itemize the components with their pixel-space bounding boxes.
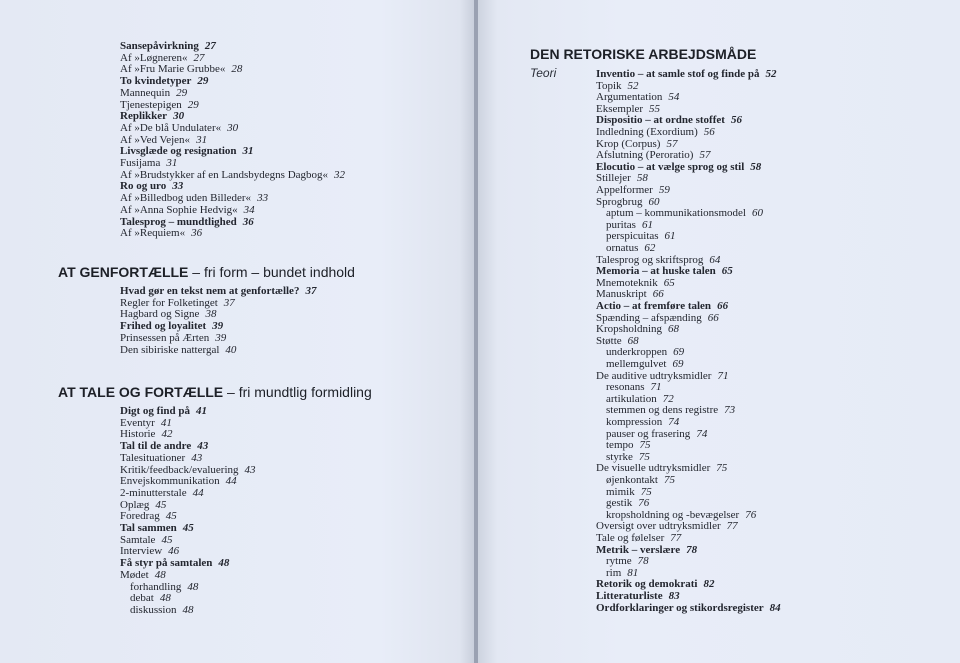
toc-entry-page-number: 73	[724, 404, 736, 417]
toc-entry-title: Spænding – afspænding	[596, 311, 702, 324]
toc-entry	[596, 265, 733, 277]
toc-entry-title: Af »Løgneren«	[120, 51, 188, 64]
toc-entry-title: Sprogbrug	[596, 195, 643, 208]
toc-entry-page-number: 56	[730, 114, 742, 127]
toc-entry-page-number: 43	[244, 463, 256, 476]
toc-entry-page-number: 38	[205, 308, 217, 321]
toc-entry	[120, 569, 166, 581]
toc-entry-title: ornatus	[606, 242, 639, 254]
toc-entry-title: Afslutning (Peroratio)	[596, 149, 694, 162]
toc-entry	[596, 544, 697, 556]
toc-entry-page-number: 75	[638, 450, 650, 463]
toc-entry-page-number: 27	[204, 40, 216, 52]
section-heading-tale	[58, 384, 372, 400]
toc-entry	[120, 169, 345, 181]
toc-entry-title: Den sibiriske nattergal	[120, 343, 220, 356]
toc-entry	[596, 126, 715, 138]
toc-entry-title: De auditive udtryksmidler	[596, 369, 712, 382]
toc-entry	[596, 80, 639, 92]
toc-entry-title: forhandling	[130, 580, 182, 593]
toc-entry	[596, 335, 639, 347]
toc-entry-title: mellemgulvet	[606, 358, 667, 370]
toc-entry-title: Interview	[120, 545, 163, 558]
toc-entry	[606, 509, 756, 521]
toc-entry	[120, 75, 208, 87]
toc-entry-title: Eksempler	[596, 102, 644, 115]
toc-entry-title: pauser og frasering	[606, 427, 691, 440]
toc-entry-title: underkroppen	[606, 346, 668, 359]
heading-main: AT GENFORTÆLLE	[58, 264, 189, 280]
toc-entry	[130, 592, 171, 604]
toc-entry-title: De visuelle udtryksmidler	[596, 462, 711, 475]
toc-entry	[596, 254, 720, 266]
toc-entry	[120, 180, 183, 192]
toc-entry	[120, 440, 208, 452]
toc-entry-title: Eventyr	[120, 416, 155, 429]
toc-entry	[596, 172, 648, 184]
toc-entry-title: Kropsholdning	[596, 323, 662, 336]
toc-entry-page-number: 43	[191, 451, 203, 464]
toc-entry-page-number: 60	[648, 195, 660, 208]
toc-entry-title: rytme	[606, 555, 632, 568]
toc-entry	[120, 522, 194, 534]
toc-entry	[606, 416, 679, 428]
toc-entry-page-number: 83	[668, 590, 680, 602]
toc-entry-page-number: 58	[750, 160, 762, 173]
toc-entry-page-number: 69	[673, 346, 685, 359]
toc-entry-title: Mødet	[120, 568, 149, 581]
toc-entry-page-number: 34	[243, 203, 255, 216]
toc-entry	[606, 439, 651, 451]
toc-entry-page-number: 30	[227, 121, 239, 134]
toc-entry-page-number: 33	[257, 192, 269, 205]
toc-entry	[120, 332, 226, 344]
toc-entry	[606, 230, 676, 242]
toc-entry-title: kropsholdning og -bevægelser	[606, 508, 740, 521]
toc-entry	[120, 216, 254, 228]
toc-entry	[120, 487, 204, 499]
toc-entry-page-number: 69	[672, 358, 684, 370]
toc-entry	[120, 499, 166, 511]
toc-entry	[596, 520, 738, 532]
toc-entry-page-number: 44	[225, 475, 237, 488]
toc-entry-page-number: 52	[765, 68, 777, 80]
toc-entry-page-number: 60	[751, 207, 763, 220]
toc-entry	[120, 134, 207, 146]
toc-entry-page-number: 37	[223, 296, 235, 309]
heading-sub: – fri form – bundet indhold	[188, 264, 355, 280]
toc-entry-page-number: 42	[161, 428, 173, 441]
toc-entry-page-number: 68	[668, 323, 679, 336]
toc-entry-page-number: 39	[212, 320, 224, 333]
toc-entry-title: aptum – kommunikationsmodel	[606, 207, 746, 220]
toc-entry	[120, 110, 184, 122]
toc-entry-title: Tjenestepigen	[120, 98, 182, 111]
toc-entry	[120, 87, 187, 99]
heading-main: DEN RETORISKE ARBEJDSMÅDE	[530, 46, 757, 62]
toc-entry-title: Af »Ved Vejen«	[120, 133, 191, 146]
toc-entry-page-number: 81	[627, 566, 639, 579]
toc-entry	[606, 219, 653, 231]
toc-entry-title: Kritik/feedback/evaluering	[120, 463, 239, 476]
toc-entry	[606, 346, 684, 358]
toc-entry-title: Tal sammen	[120, 522, 177, 534]
toc-entry	[120, 557, 229, 569]
toc-entry-title: Metrik – verslære	[596, 543, 681, 556]
toc-entry-page-number: 31	[166, 157, 178, 169]
toc-entry	[606, 404, 735, 416]
toc-entry-page-number: 71	[650, 381, 662, 394]
toc-entry-title: Få styr på samtalen	[120, 557, 213, 570]
toc-entry	[596, 161, 761, 173]
toc-entry-page-number: 66	[717, 300, 729, 312]
toc-entry-title: Ro og uro	[120, 180, 167, 193]
toc-entry	[606, 567, 638, 579]
section-heading-genfortaelle	[58, 264, 355, 280]
toc-entry	[606, 381, 662, 393]
toc-entry-title: resonans	[606, 381, 645, 394]
toc-entry-title: Historie	[120, 428, 156, 441]
toc-entry-title: Topik	[596, 79, 622, 92]
toc-entry-page-number: 76	[745, 508, 757, 521]
toc-entry	[120, 417, 172, 429]
toc-entry-title: Envejskommunikation	[120, 475, 220, 488]
toc-entry-title: Af »De blå Undulater«	[120, 121, 222, 134]
toc-entry-page-number: 52	[627, 79, 639, 92]
toc-entry-page-number: 74	[696, 427, 708, 440]
toc-entry-title: Argumentation	[596, 91, 663, 104]
toc-entry-title: stemmen og dens registre	[606, 404, 719, 417]
toc-entry	[120, 157, 177, 169]
toc-entry-page-number: 33	[172, 180, 184, 193]
toc-entry	[120, 145, 254, 157]
toc-entry-page-number: 71	[717, 369, 729, 382]
toc-entry-page-number: 78	[637, 555, 649, 568]
toc-entry-title: Mannequin	[120, 86, 171, 99]
toc-entry-title: mimik	[606, 485, 635, 498]
toc-entry	[120, 545, 179, 557]
toc-entry	[606, 242, 655, 254]
toc-entry-page-number: 46	[168, 545, 180, 558]
toc-entry	[120, 405, 207, 417]
toc-entry	[596, 590, 680, 602]
toc-entry-title: Manuskript	[596, 288, 647, 301]
toc-entry	[130, 604, 193, 616]
toc-entry-title: Replikker	[120, 110, 168, 123]
toc-entry-page-number: 57	[666, 137, 678, 150]
toc-entry-title: perspicuitas	[606, 230, 659, 243]
toc-entry-page-number: 56	[703, 126, 715, 138]
toc-entry-page-number: 55	[649, 102, 661, 115]
toc-entry-title: Litteraturliste	[596, 590, 663, 602]
heading-main: AT TALE OG FORTÆLLE	[58, 384, 224, 400]
toc-entry-title: Dispositio – at ordne stoffet	[596, 114, 725, 127]
toc-entry-title: Ordforklaringer og stikordsregister	[596, 601, 764, 614]
toc-entry-page-number: 32	[334, 168, 346, 181]
toc-entry	[596, 277, 675, 289]
toc-entry-title: To kvindetyper	[120, 75, 192, 88]
toc-entry-title: Tale og følelser	[596, 532, 665, 544]
toc-entry-page-number: 75	[663, 474, 675, 486]
toc-entry-title: Krop (Corpus)	[596, 137, 661, 150]
toc-entry-title: Inventio – at samle stof og finde på	[596, 68, 760, 80]
toc-entry-page-number: 72	[662, 392, 674, 405]
toc-entry-title: Samtale	[120, 533, 156, 546]
toc-entry	[606, 555, 649, 567]
toc-entry-title: Oplæg	[120, 498, 150, 511]
toc-entry-page-number: 68	[627, 334, 639, 347]
toc-entry	[120, 285, 316, 297]
toc-entry-page-number: 77	[670, 532, 682, 544]
toc-entry-page-number: 48	[218, 557, 230, 570]
toc-entry-page-number: 30	[173, 110, 185, 123]
toc-entry	[120, 534, 172, 546]
toc-entry-title: øjenkontakt	[606, 474, 658, 486]
toc-entry	[130, 581, 198, 593]
toc-entry	[120, 452, 202, 464]
toc-entry-page-number: 64	[709, 253, 721, 266]
toc-entry-page-number: 75	[716, 462, 728, 475]
toc-entry-title: styrke	[606, 450, 633, 463]
toc-entry-title: Appelformer	[596, 184, 653, 196]
toc-entry-title: Digt og find på	[120, 405, 190, 417]
toc-entry-title: tempo	[606, 439, 634, 452]
toc-entry	[120, 227, 202, 239]
section-heading-retoriske	[530, 46, 756, 62]
toc-entry	[120, 52, 205, 64]
toc-entry-title: Frihed og loyalitet	[120, 320, 207, 333]
toc-entry-page-number: 75	[640, 485, 652, 498]
toc-entry	[596, 103, 660, 115]
toc-entry-title: Af »Fru Marie Grubbe«	[120, 63, 226, 76]
toc-entry-title: Retorik og demokrati	[596, 578, 698, 591]
toc-entry-page-number: 77	[726, 520, 738, 533]
toc-entry-title: Talesprog og skriftsprog	[596, 253, 704, 266]
toc-entry	[606, 497, 649, 509]
toc-entry-page-number: 58	[636, 172, 648, 185]
toc-entry-title: Elocutio – at vælge sprog og stil	[596, 160, 745, 173]
toc-entry	[606, 358, 683, 370]
toc-entry	[120, 204, 255, 216]
toc-entry	[120, 428, 172, 440]
toc-entry	[120, 63, 242, 75]
teori-label: Teori	[530, 66, 557, 80]
toc-entry-page-number: 61	[641, 218, 653, 231]
toc-entry-page-number: 45	[155, 498, 167, 511]
toc-entry	[606, 474, 675, 486]
toc-entry	[596, 312, 719, 324]
heading-sub: – fri mundtlig formidling	[223, 384, 372, 400]
toc-entry-page-number: 78	[686, 543, 698, 556]
toc-entry-page-number: 54	[668, 91, 680, 104]
toc-entry-title: debat	[130, 592, 154, 605]
left-page	[0, 0, 474, 663]
toc-entry-page-number: 82	[703, 578, 715, 591]
toc-entry-page-number: 43	[197, 440, 209, 453]
toc-entry-title: Prinsessen på Ærten	[120, 331, 210, 344]
toc-entry-page-number: 75	[639, 439, 651, 452]
toc-entry-title: Indledning (Exordium)	[596, 126, 698, 138]
toc-entry	[596, 68, 776, 80]
toc-entry	[120, 475, 237, 487]
toc-entry-page-number: 39	[215, 331, 227, 344]
toc-entry	[120, 40, 216, 52]
toc-entry-page-number: 31	[242, 145, 254, 158]
toc-entry-title: Memoria – at huske talen	[596, 265, 716, 278]
right-page	[478, 0, 960, 663]
toc-entry-page-number: 29	[176, 86, 188, 99]
toc-entry-title: gestik	[606, 497, 633, 510]
toc-entry-page-number: 66	[707, 311, 719, 324]
toc-entry-page-number: 41	[196, 405, 207, 417]
toc-entry-page-number: 48	[154, 568, 166, 581]
toc-entry	[120, 308, 216, 320]
toc-entry	[596, 462, 727, 474]
toc-entry-title: artikulation	[606, 392, 657, 405]
toc-entry-title: Regler for Folketinget	[120, 296, 218, 309]
toc-entry-title: diskussion	[130, 603, 177, 616]
toc-entry	[596, 91, 679, 103]
toc-entry-page-number: 29	[197, 75, 209, 88]
toc-entry	[596, 370, 728, 382]
toc-entry-page-number: 48	[182, 603, 194, 616]
toc-entry-page-number: 65	[663, 276, 675, 289]
toc-entry	[606, 393, 674, 405]
toc-entry-page-number: 59	[658, 184, 670, 196]
toc-entry-page-number: 40	[225, 343, 237, 356]
toc-entry-title: Fusijama	[120, 157, 161, 169]
toc-entry	[120, 297, 235, 309]
toc-entry-page-number: 41	[160, 416, 172, 429]
toc-entry-title: Mnemoteknik	[596, 276, 658, 289]
toc-entry-title: Af »Billedbog uden Billeder«	[120, 192, 252, 205]
toc-entry	[120, 510, 177, 522]
toc-entry-title: Actio – at fremføre talen	[596, 300, 712, 312]
toc-entry-page-number: 37	[305, 285, 317, 297]
toc-entry	[596, 149, 710, 161]
toc-entry	[120, 464, 256, 476]
toc-entry-title: Af »Requiem«	[120, 227, 186, 240]
toc-entry	[596, 300, 728, 312]
toc-entry	[596, 532, 681, 544]
toc-entry-title: Livsglæde og resignation	[120, 145, 237, 158]
toc-entry-title: Tal til de andre	[120, 440, 192, 453]
toc-entry-page-number: 84	[769, 601, 781, 614]
toc-entry-title: puritas	[606, 218, 636, 231]
toc-entry	[596, 578, 714, 590]
toc-entry	[120, 192, 268, 204]
toc-entry-page-number: 45	[182, 522, 194, 534]
toc-entry	[606, 207, 763, 219]
toc-entry-title: 2-minutterstale	[120, 486, 187, 499]
toc-entry	[596, 323, 679, 335]
toc-entry-title: Sansepåvirkning	[120, 40, 199, 52]
toc-entry-title: Hagbard og Signe	[120, 308, 200, 321]
toc-entry	[596, 138, 677, 150]
toc-entry-title: Talesituationer	[120, 451, 186, 464]
toc-entry-page-number: 44	[192, 486, 204, 499]
toc-entry	[596, 184, 670, 196]
toc-entry-title: Foredrag	[120, 510, 160, 523]
toc-entry	[606, 486, 652, 498]
toc-entry	[120, 344, 236, 356]
toc-entry-page-number: 65	[721, 265, 733, 278]
toc-entry-page-number: 27	[193, 51, 205, 64]
toc-entry-title: Af »Anna Sophie Hedvig«	[120, 203, 238, 216]
toc-entry-title: Hvad gør en tekst nem at genfortælle?	[120, 285, 300, 297]
toc-entry-page-number: 57	[699, 149, 711, 162]
toc-entry-page-number: 45	[161, 533, 173, 546]
toc-entry-page-number: 28	[231, 63, 243, 76]
toc-entry	[120, 122, 238, 134]
toc-entry	[596, 114, 742, 126]
toc-entry-title: Af »Brudstykker af en Landsbydegns Dagbog«	[120, 168, 329, 181]
toc-entry-page-number: 61	[664, 230, 676, 243]
toc-entry-page-number: 48	[159, 592, 171, 605]
toc-entry-page-number: 31	[196, 133, 208, 146]
toc-entry-page-number: 48	[187, 580, 199, 593]
toc-entry-page-number: 36	[242, 215, 254, 228]
toc-entry	[596, 602, 781, 614]
toc-entry	[606, 451, 650, 463]
toc-entry-page-number: 29	[187, 98, 199, 111]
toc-entry-title: Oversigt over udtryksmidler	[596, 520, 721, 533]
toc-entry	[120, 320, 223, 332]
toc-entry-title: Talesprog – mundtlighed	[120, 215, 237, 228]
toc-entry-title: kompression	[606, 416, 663, 428]
toc-entry-title: Stillejer	[596, 172, 631, 185]
toc-entry	[120, 99, 199, 111]
toc-entry-title: Støtte	[596, 334, 622, 347]
toc-entry	[596, 288, 664, 300]
toc-entry-title: rim	[606, 566, 622, 579]
toc-entry-page-number: 45	[165, 510, 177, 523]
toc-entry-page-number: 74	[668, 416, 680, 428]
toc-entry-page-number: 66	[652, 288, 664, 301]
toc-entry-page-number: 76	[638, 497, 650, 510]
toc-entry-page-number: 62	[644, 242, 656, 254]
toc-entry	[596, 196, 659, 208]
toc-entry-page-number: 36	[191, 227, 203, 240]
toc-entry	[606, 428, 707, 440]
